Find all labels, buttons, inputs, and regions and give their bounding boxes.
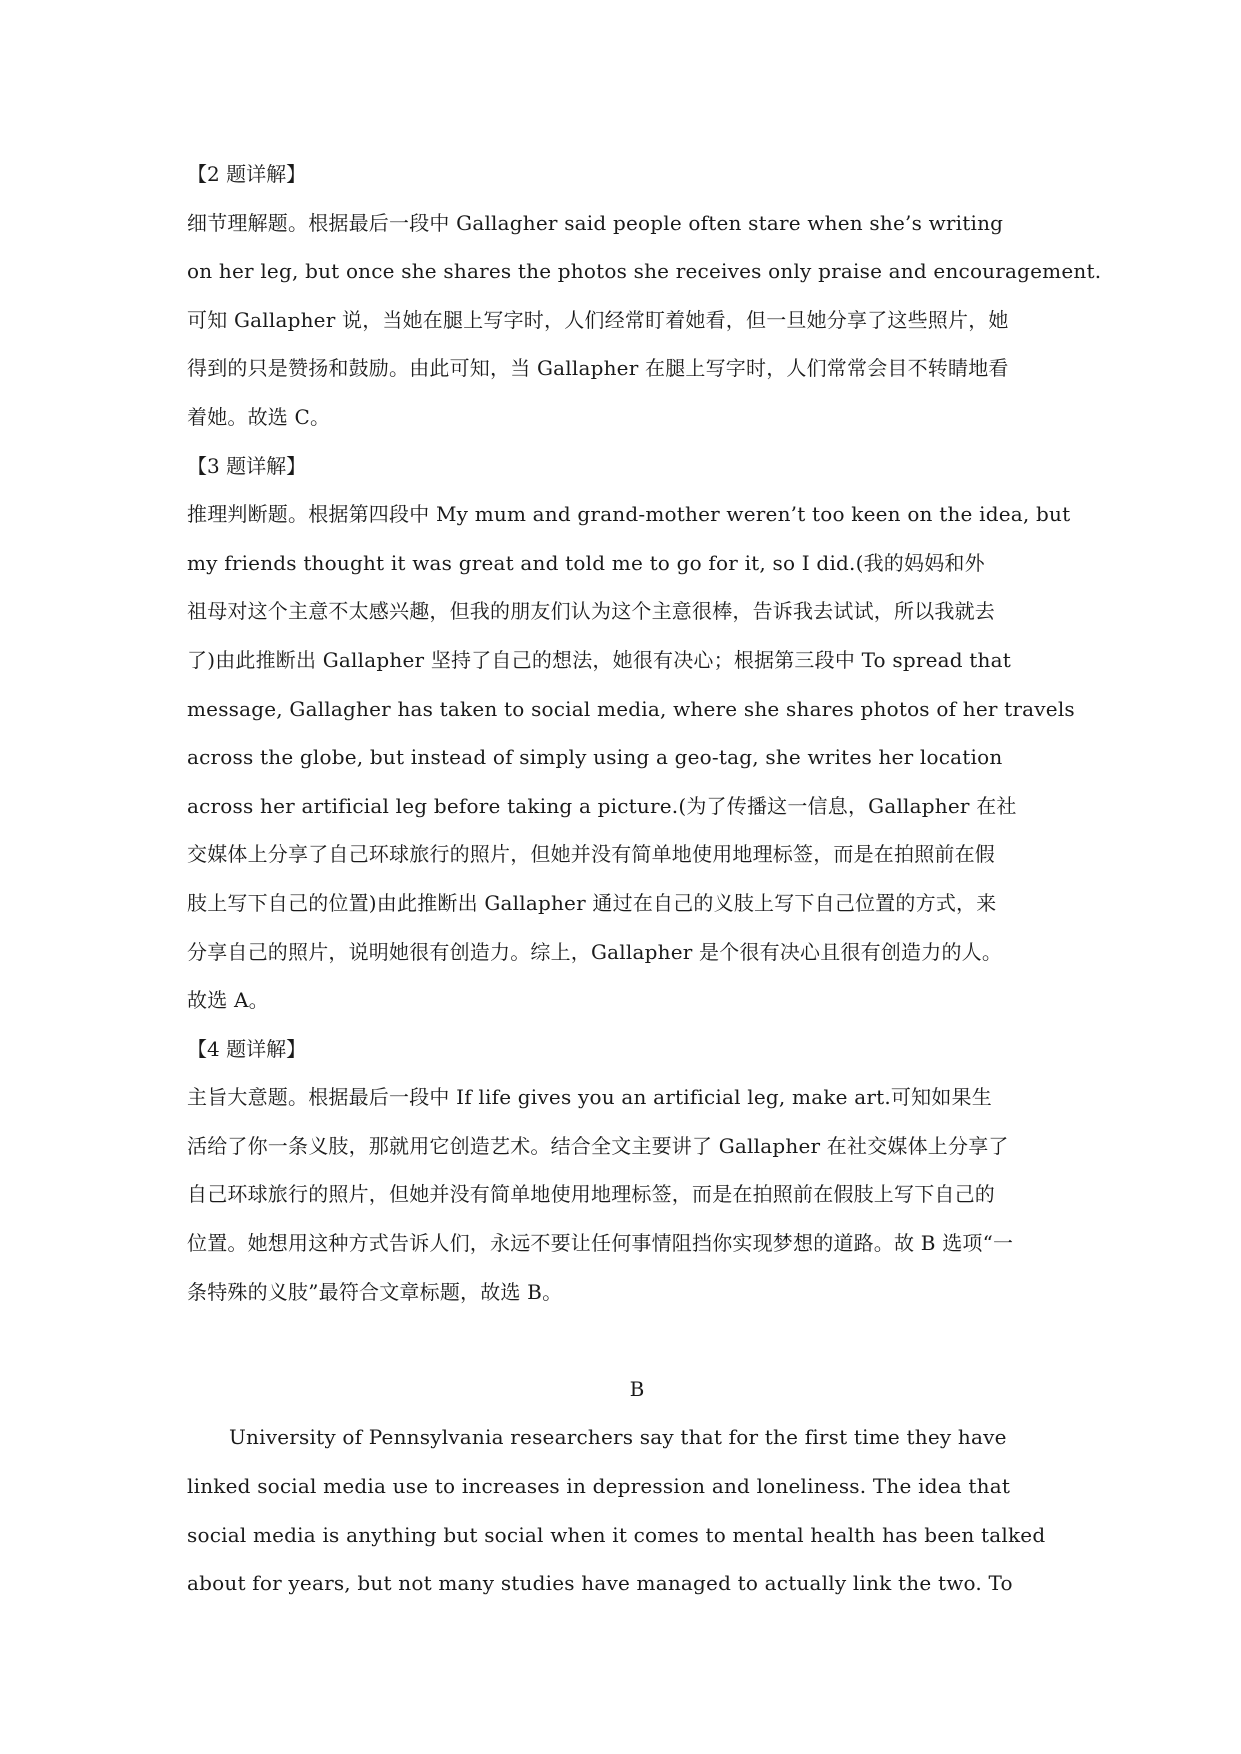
- q4-line: 位置。她想用这种方式告诉人们，永远不要让任何事情阻挡你实现梦想的道路。故 B 选项“一: [187, 1231, 1014, 1256]
- q2-line: 可知 Gallapher 说，当她在腿上写字时，人们经常盯着她看，但一旦她分享了这些照片，她: [187, 307, 1009, 332]
- q3-line: 肢上写下自己的位置)由此推断出 Gallapher 通过在自己的义肢上写下自己位置的方式，来: [187, 890, 997, 915]
- q3-line: across the globe, but instead of simply using a geo-tag, she writes her location: [187, 745, 1003, 770]
- q3-line: 故选 A。: [187, 988, 269, 1013]
- q2-line: 得到的只是赞扬和鼓励。由此可知，当 Gallapher 在腿上写字时，人们常常会目不转睛地看: [187, 356, 1009, 381]
- q2-line: 细节理解题。根据最后一段中 Gallagher said people often stare when she’s writing: [187, 210, 1004, 235]
- q4-line: 条特殊的义肢”最符合文章标题，故选 B。: [187, 1279, 563, 1304]
- passage-b-line: about for years, but not many studies have managed to actually link the two. To: [187, 1571, 1013, 1596]
- passage-b-line: linked social media use to increases in depression and loneliness. The idea that: [187, 1474, 1011, 1499]
- q3-line: message, Gallagher has taken to social media, where she shares photos of her travels: [187, 696, 1075, 721]
- passage-b-line: social media is anything but social when it comes to mental health has been talked: [187, 1522, 1046, 1547]
- q4-line: 自己环球旅行的照片，但她并没有简单地使用地理标签，而是在拍照前在假肢上写下自己的: [187, 1182, 995, 1207]
- q4-line: 主旨大意题。根据最后一段中 If life gives you an artificial leg, make art.可知如果生: [187, 1085, 992, 1110]
- q3-line: across her artificial leg before taking a picture.(为了传播这一信息，Gallapher 在社: [187, 793, 1017, 818]
- q3-line: 交媒体上分享了自己环球旅行的照片，但她并没有简单地使用地理标签，而是在拍照前在假: [187, 842, 995, 867]
- q3-line: 分享自己的照片，说明她很有创造力。综上，Gallapher 是个很有决心且很有创造力的人。: [187, 939, 1003, 964]
- document-page: [187, 150, 1102, 1608]
- section-gap: [187, 1316, 1087, 1365]
- q3-line: 推理判断题。根据第四段中 My mum and grand-mother weren’t too keen on the idea, but: [187, 502, 1071, 527]
- q2-line: on her leg, but once she shares the photos she receives only praise and encouragement.: [187, 259, 1102, 284]
- q4-line: 活给了你一条义肢，那就用它创造艺术。结合全文主要讲了 Gallapher 在社交媒体上分享了: [187, 1133, 1009, 1158]
- q2-line: 着她。故选 C。: [187, 404, 331, 429]
- q3-line: 祖母对这个主意不太感兴趣，但我的朋友们认为这个主意很棒，告诉我去试试，所以我就去: [187, 599, 995, 624]
- passage-b-line: University of Pennsylvania researchers say that for the first time they have: [229, 1425, 1007, 1450]
- q3-line: my friends thought it was great and told me to go for it, so I did.(我的妈妈和外: [187, 550, 985, 575]
- q2-heading: 【2 题详解】: [187, 162, 307, 186]
- q3-heading: 【3 题详解】: [187, 453, 307, 478]
- q3-line: 了)由此推断出 Gallapher 坚持了自己的想法，她很有决心；根据第三段中 To spread that: [187, 647, 1011, 672]
- q4-heading: 【4 题详解】: [187, 1036, 307, 1061]
- passage-b-title: B: [629, 1376, 645, 1401]
